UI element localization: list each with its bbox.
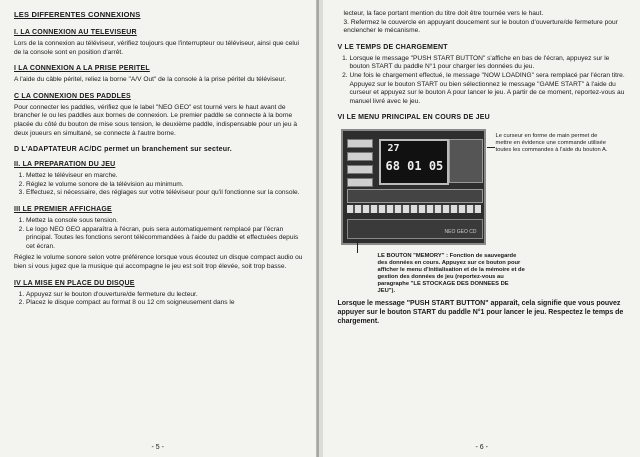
section-heading-tv: I. LA CONNEXION AU TELEVISEUR (14, 29, 137, 36)
section-para-paddles: Pour connecter les paddles, vérifiez que le label "NEO GEO" est tourné vers le haut avant de brancher le ou les paddles aux bornes de connexion. Le premier paddle se connecte à la borne placée du côté du bouton de mise sous tension, le deuxième paddle, indispensable pour un jeu à deux joueurs en simultané, se connecte à l'autre borne. (14, 103, 297, 137)
list-item: 2. Une fois le chargement effectué, le message "NOW LOADING" sera remplacé par l'écran titre. Appuyez sur le bouton START ou bien sélectionnez le message "GAME START" à l'aide du curseur et appuyez sur le bouton A pour lancer le jeu. A partir de ce moment, reportez-vous au manuel livré avec le jeu. (349, 72, 626, 106)
page-number-left: - 5 - (151, 444, 164, 451)
section-heading-preparation: II. LA PREPARATION DU JEU (14, 161, 116, 169)
list-number: 3. (343, 18, 351, 26)
book-gutter (317, 0, 320, 457)
list-disc-continued (337, 10, 626, 36)
footer-text: Lorsque le message "PUSH START BUTTON" apparaît, cela signifie que vous pouvez appuyer sur le bouton START du paddle N°1 pour lancer le jeu. Respectez le temps de chargement. (337, 300, 624, 326)
doc-title: LES DIFFERENTES CONNEXIONS (14, 10, 141, 19)
track-digits: 27 (387, 143, 400, 155)
list-item: 2. Placez le disque compact au format 8 ou 12 cm soigneusement dans le (26, 299, 304, 308)
menu-button (347, 165, 373, 174)
time-digits: 68 01 05 (385, 159, 444, 174)
bottom-controls (347, 219, 483, 239)
callout-cursor: Le curseur en forme de main permet de mettre en évidence une commande utilisée toutes les commandes à l'aide du bouton A. (495, 133, 608, 154)
list-item: 1. Lorsque le message "PUSH START BUTTON" s'affiche en bas de l'écran, appuyez sur le bouton START du paddle N°1 pour charger les données du jeu. (349, 55, 626, 72)
menu-button (347, 152, 373, 161)
section-heading-disc: IV LA MISE EN PLACE DU DISQUE (14, 279, 135, 287)
callout-memory-text: LE BOUTON "MEMORY" : Fonction de sauvegarde des données en cours. Appuyez sur ce bouton pour afficher le menu d'initialisation et de la mémoire et de gestion des données de jeu (reportez-vous au paragraphe "LE STOCKAGE DES DONNEES DE JEU"). (377, 253, 525, 295)
list-item: 1. Mettez la console sous tension. (26, 217, 304, 226)
section-para-tv: Lors de la connexion au téléviseur, vérifiez toujours que l'interrupteur ou téléviseur, ainsi que celui de la console sont en position d'arrêt. (14, 40, 299, 56)
list-item (343, 19, 626, 36)
list-item: 3. Effectuez, si nécessaire, des réglages sur votre téléviseur pour qu'il fonctionne sur la console. (26, 189, 304, 198)
section-heading-loading: V LE TEMPS DE CHARGEMENT (337, 43, 448, 51)
menu-buttons (347, 139, 373, 191)
page-number-right: - 6 - (475, 444, 488, 451)
leader-line-cursor (487, 147, 495, 148)
callout-memory (377, 253, 527, 295)
section-para-volume: Réglez le volume sonore selon votre préférence lorsque vous écoutez un disque compact audio ou bien si vous jugez que la musique qui accompagne le jeu est soit trop élevée, soit trop basse. (14, 254, 303, 270)
list-first-display (14, 217, 304, 251)
list-item: lecteur, la face portant mention du titre doit être tournée vers le haut. (343, 10, 544, 17)
section-heading-main-menu: VI LE MENU PRINCIPAL EN COURS DE JEU (337, 114, 490, 122)
memory-button (347, 178, 373, 187)
left-page (0, 0, 317, 457)
section-heading-first-display: III LE PREMIER AFFICHAGE (14, 205, 112, 213)
section-para-peritel: A l'aide du câble péritel, reliez la borne "A/V Out" de la console à la prise péritel du téléviseur. (14, 76, 287, 84)
list-item: 2. Réglez le volume sonore de la télévision au minimum. (26, 181, 304, 190)
list-item: 1. Appuyez sur le bouton d'ouverture/de fermeture du lecteur. (26, 291, 304, 300)
main-menu-figure (337, 125, 626, 253)
list-text: Refermez le couvercle en appuyant doucement sur le bouton d'ouverture/de fermeture pour enclencher le mécanisme. (343, 18, 618, 35)
right-page (323, 0, 640, 457)
list-item: 1. Mettez le téléviseur en marche. (26, 172, 304, 181)
menu-button (347, 139, 373, 148)
brand-label: NEO GEO CD (444, 229, 477, 236)
section-heading-paddles: C LA CONNEXION DES PADDLES (14, 92, 131, 100)
lcd-display (379, 139, 449, 185)
leader-line-memory (357, 241, 358, 253)
list-disc (14, 291, 304, 308)
console-screen-image (341, 129, 486, 245)
track-keys (347, 205, 481, 213)
track-slots (347, 189, 483, 203)
hand-cursor-panel (449, 139, 483, 183)
section-heading-peritel: I LA CONNEXION A LA PRISE PERITEL (14, 65, 150, 73)
list-preparation (14, 172, 304, 198)
list-item: 2. Le logo NEO GEO apparaîtra à l'écran, puis sera automatiquement remplacé par l'écran principal. Toutes les fonctions seront télécommandées à l'aide du paddle et effectuées depuis cet écran. (26, 226, 304, 252)
section-heading-adapter: D L'ADAPTATEUR AC/DC permet un branchement sur secteur. (14, 146, 232, 154)
list-loading (337, 55, 626, 107)
